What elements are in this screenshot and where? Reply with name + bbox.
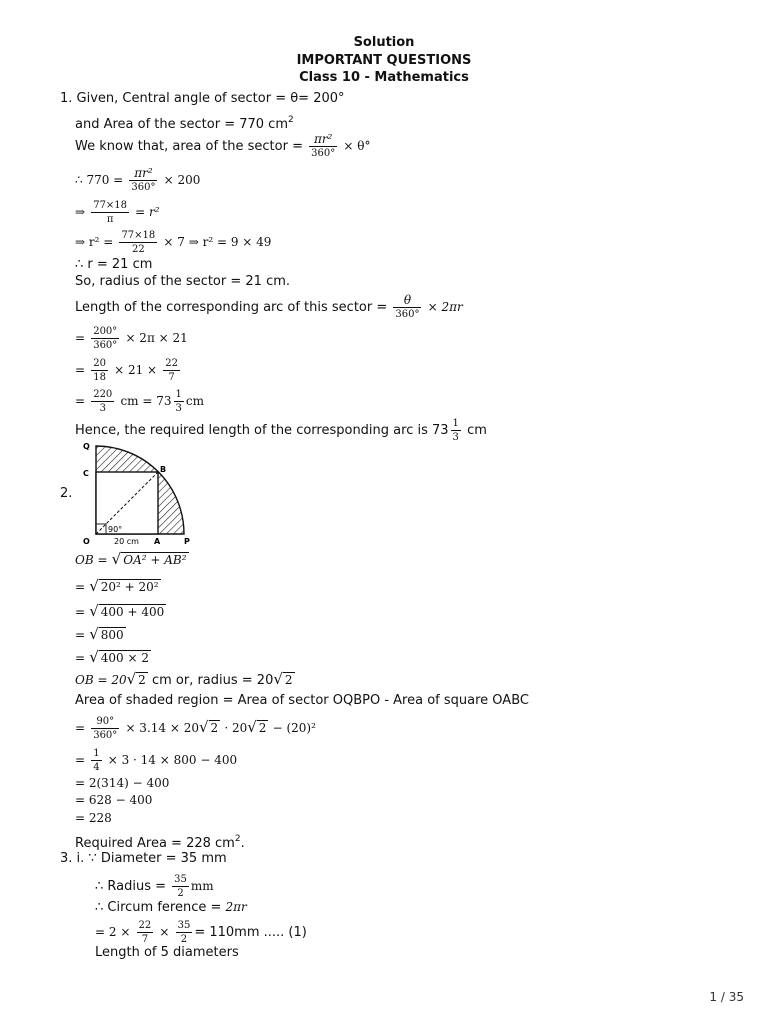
q1-arc-step1-line: = $\frac{200^\circ}{360^\circ}$ × 2π × 21	[75, 326, 188, 351]
q1-area-sup: 2	[288, 115, 294, 125]
q1-area-line	[75, 112, 294, 133]
q2-shaded-area-line: Area of shaded region = Area of sector OQBPO - Area of square OABC	[75, 693, 529, 708]
q1-arc-formula-fraction: $\frac{\theta}{360^\circ}$	[395, 293, 420, 320]
q3-circumference-line: ∴ Circum ference = 2πr	[95, 900, 247, 915]
q2-step3-line: = √ 800	[75, 625, 124, 643]
q2-radius-line: OB = 20√ 2 cm or, radius = 20√ 2	[75, 670, 293, 688]
q1-step1-fraction: $\frac{\text{πr²}}{360^\circ}$	[131, 166, 156, 193]
page-number: 1 / 35	[709, 990, 744, 1004]
q2-required-area-line: Required Area = 228 $cm^2$.	[75, 834, 245, 851]
label-angle: 90°	[108, 525, 123, 534]
q1-arc-step3-fraction: $\frac{220}{3}$	[93, 389, 113, 414]
q2-step4-line: = √ 400 × 2	[75, 648, 149, 666]
q2-area-step3-line: = 2(314) − 400	[75, 776, 170, 790]
q1-arc-step2-fraction: $\frac{20}{18}$	[93, 358, 106, 383]
q1-formula-fraction: $\frac{\text{πr²}}{360^\circ}$	[311, 132, 336, 159]
q1-given-line: 1. Given, Central angle of sector = θ= 200°	[60, 91, 345, 106]
label-a: A	[154, 537, 161, 546]
q1-arc-step1-fraction: $\frac{200^\circ}{360^\circ}$	[93, 326, 118, 351]
q1-arc-formula-line	[75, 295, 463, 320]
q1-step2-line	[75, 200, 160, 225]
q3-diameter-line: 3. i. ∵ Diameter = 35 mm	[60, 851, 227, 866]
q1-step1-tail: × 200	[163, 173, 201, 187]
q1-formula-text: We know that, area of the sector =	[75, 139, 303, 154]
q3-circumference-value-line: = 2 × $\frac{22}{7}$ × $\frac{35}{2}$ = 110mm ..... (1)	[95, 920, 307, 945]
q1-formula-line	[75, 134, 370, 159]
q1-arc-formula-tail: × 2πr	[427, 300, 463, 314]
q2-step1-sqrt: √ 20² + 20²	[89, 577, 159, 595]
q2-step2-sqrt: √ 400 + 400	[89, 602, 165, 620]
label-side: 20 cm	[114, 537, 139, 546]
q1-r-line: ∴ r = 21 cm	[75, 257, 153, 272]
q1-conclusion-text: Hence, the required length of the corresponding arc is 73	[75, 423, 449, 438]
q1-step3-fraction: $\frac{77\times 18}{22}$	[121, 230, 156, 255]
q2-area-step2-line: = $\frac{1}{4}$ × 3 · 14 × 800 − 400	[75, 748, 238, 773]
q1-arc-step2-line: = $\frac{20}{18}$ × 21 × $\frac{22}{7}$	[75, 358, 178, 383]
q1-step1-text: ∴ 770 =	[75, 173, 124, 187]
q2-step1-line: = √ 20² + 20²	[75, 577, 159, 595]
q1-formula-tail: × θ°	[343, 139, 371, 153]
q1-arc-formula-text: Length of the corresponding arc of this sector =	[75, 300, 388, 315]
label-o: O	[83, 537, 90, 546]
q2-step4-sqrt: √ 400 × 2	[89, 648, 149, 666]
q2-sector-figure	[78, 438, 198, 550]
q2-area-step5-line: = 228	[75, 811, 112, 825]
q1-step3-line	[75, 230, 271, 255]
q2-area-step1-line: = $\frac{90^\circ}{360^\circ}$ × 3.14 × 20√ 2 · 20√ 2 − (20)²	[75, 716, 316, 741]
label-b: B	[160, 465, 167, 474]
q1-step3-tail: × 7 ⇒ r² = 9 × 49	[163, 235, 272, 249]
q1-step2-fraction: $\frac{77\times 18}{\pi}$	[93, 200, 128, 225]
q1-radius-line: So, radius of the sector = 21 cm.	[75, 274, 291, 289]
class-heading: Class 10 - Mathematics	[299, 70, 469, 85]
q1-conclusion-fraction: $\frac{1}{3}$	[452, 418, 459, 443]
label-c: C	[83, 469, 89, 478]
q2-step2-line: = √ 400 + 400	[75, 602, 165, 620]
q2-number: 2.	[60, 486, 73, 501]
square-shape	[96, 472, 158, 534]
q2-area-step4-line: = 628 − 400	[75, 793, 153, 807]
important-questions-heading: IMPORTANT QUESTIONS	[296, 53, 472, 68]
q1-arc-step3-mixed: $\frac{1}{3}$	[175, 389, 182, 414]
label-q: Q	[83, 442, 90, 451]
q1-area-text: and Area of the sector = 770 cm	[75, 117, 288, 132]
q2-step3-sqrt: √ 800	[89, 625, 124, 643]
q3-five-diameters-line: Length of 5 diameters	[95, 945, 239, 960]
q1-arc-step3-line: = $\frac{220}{3}$ cm = 73 $\frac{1}{3}$ cm	[75, 389, 204, 414]
solution-heading: Solution	[353, 35, 415, 50]
q2-ob-sqrt: √ OA² + AB²	[111, 550, 187, 568]
label-p: P	[184, 537, 190, 546]
q1-step2-text: ⇒	[75, 205, 86, 219]
q2-ob-line: OB = √ OA² + AB²	[75, 550, 187, 568]
q1-conclusion-line: Hence, the required length of the corresponding arc is 73 $\frac{1}{3}$ cm	[75, 418, 487, 443]
q1-step2-tail: = r²	[135, 205, 160, 219]
q3-radius-line: ∴ Radius = $\frac{35}{2}$ mm	[95, 874, 214, 899]
q1-step1-line	[75, 168, 200, 193]
q1-step3-text: ⇒ r² =	[75, 235, 114, 249]
q1-arc-step2-fraction2: $\frac{22}{7}$	[165, 358, 178, 383]
